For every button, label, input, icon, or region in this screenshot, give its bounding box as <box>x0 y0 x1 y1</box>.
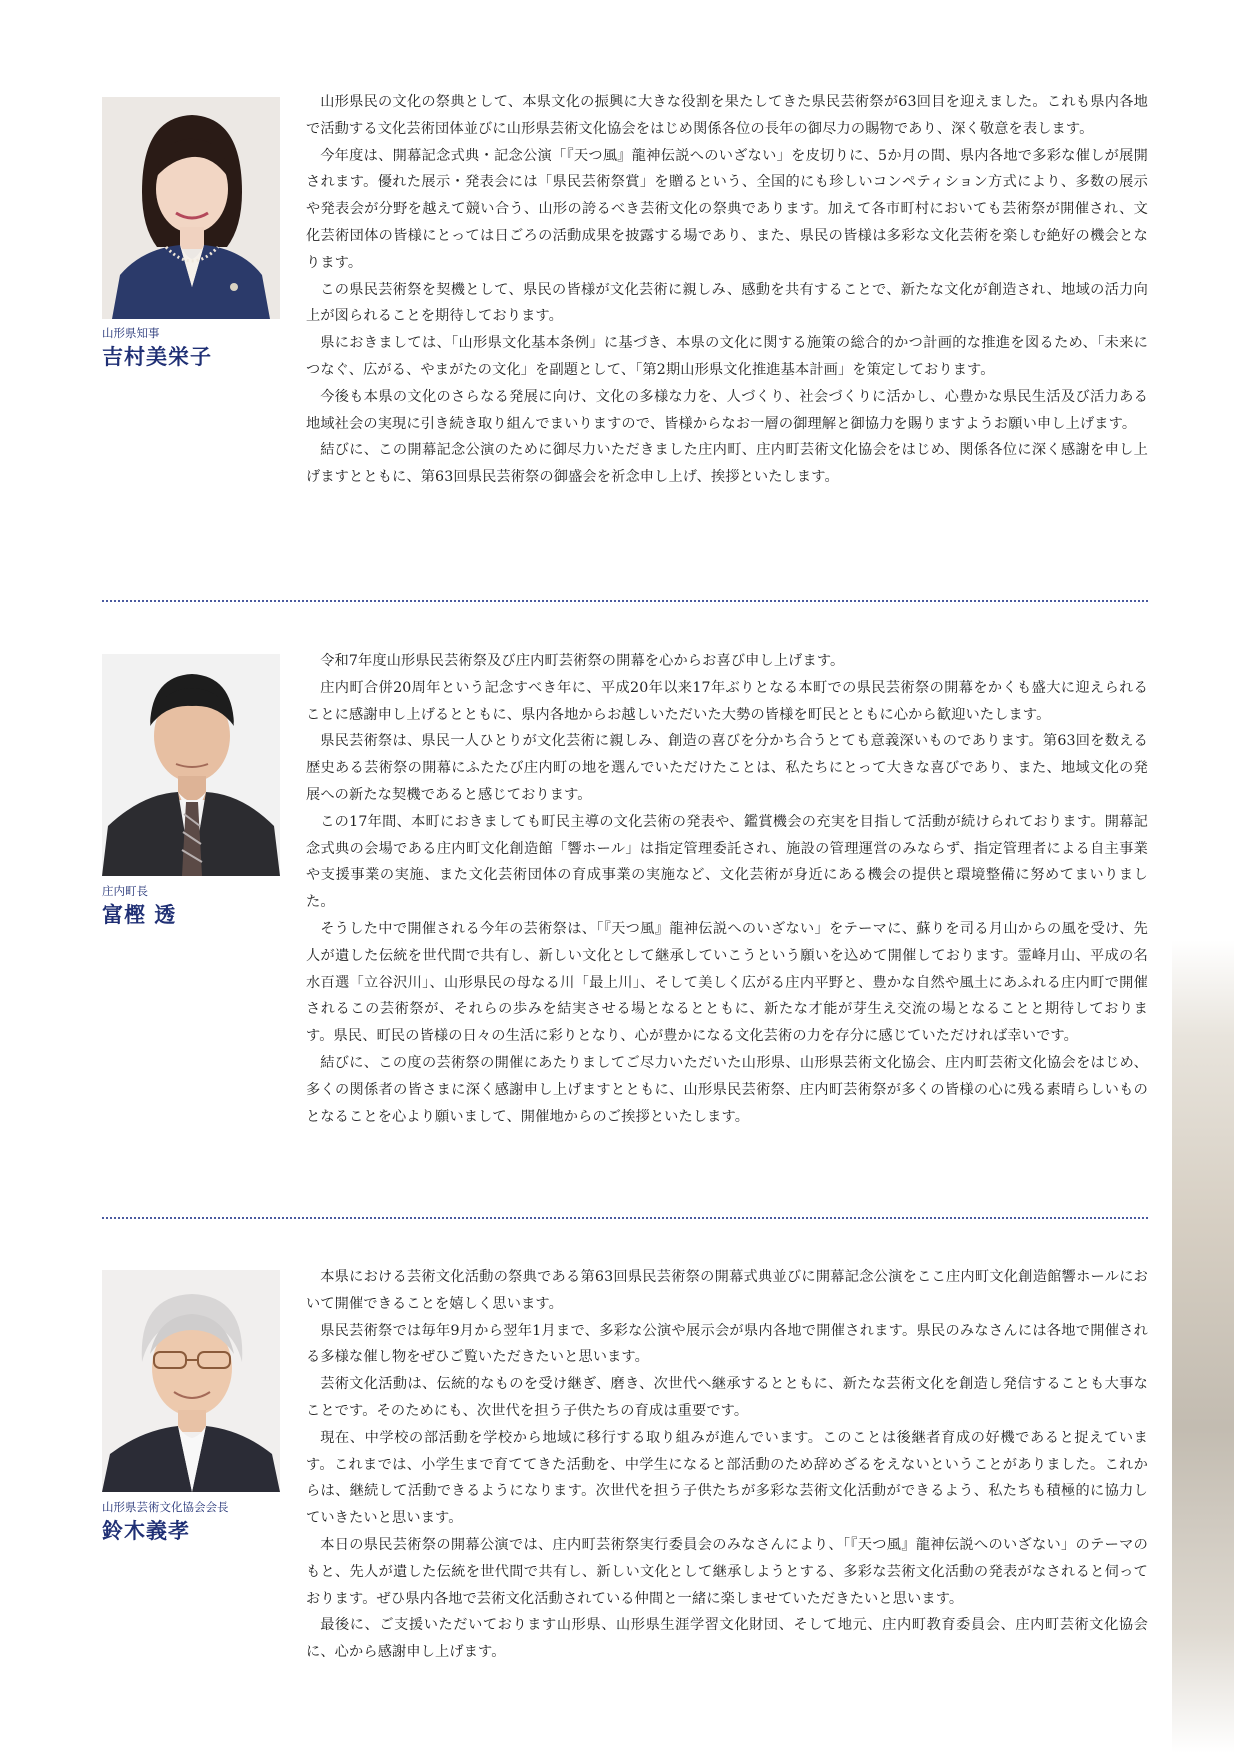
message-paragraph: この県民芸術祭を契機として、県民の皆様が文化芸術に親しみ、感動を共有することで、新たな文化が創造され、地域の活力向上が図られることを期待しております。 <box>306 281 1148 325</box>
message-paragraph: 県民芸術祭では毎年9月から翌年1月まで、多彩な公演や展示会が県内各地で開催されます。県民のみなさんには各地で開催される多様な催し物をぜひご覧いただきたいと思います。 <box>306 1322 1148 1366</box>
speaker-name: 吉村美栄子 <box>102 344 212 369</box>
portrait-man-icon <box>102 654 280 876</box>
decorative-side-image <box>1172 940 1234 1753</box>
section-divider <box>102 600 1148 602</box>
message-body <box>306 648 1148 1130</box>
message-paragraph: 結びに、この度の芸術祭の開催にあたりましてご尽力いただいた山形県、山形県芸術文化協会、庄内町芸術文化協会をはじめ、多くの関係者の皆さまに深く感謝申し上げますとともに、山形県民芸術祭、庄内町芸術祭が多くの皆様の心に残る素晴らしいものとなることを心より願いまして、開催地からのご挨拶といたします。 <box>306 1054 1148 1125</box>
message-body <box>306 89 1148 491</box>
message-paragraph: 結びに、この開幕記念公演のために御尽力いただきました庄内町、庄内町芸術文化協会をはじめ、関係各位に深く感謝を申し上げますとともに、第63回県民芸術祭の御盛会を祈念申し上げ、挨拶といたします。 <box>306 442 1148 486</box>
message-paragraph: 今後も本県の文化のさらなる発展に向け、文化の多様な力を、人づくり、社会づくりに活かし、心豊かな県民生活及び活力ある地域社会の実現に引き続き取り組んでまいりますので、皆様からなお一層の御理解と御協力を賜りますようお願い申し上げます。 <box>306 388 1148 432</box>
message-paragraph: 本県における芸術文化活動の祭典である第63回県民芸術祭の開幕式典並びに開幕記念公演をここ庄内町文化創造館響ホールにおいて開催できることを嬉しく思います。 <box>306 1269 1148 1312</box>
message-paragraph: 県におきましては、「山形県文化基本条例」に基づき、本県の文化に関する施策の総合的かつ計画的な推進を図るため、「未来につなぐ、広がる、やまがたの文化」を副題として、「第2期山形県文化推進基本計画」を策定しております。 <box>306 335 1148 378</box>
message-paragraph: 最後に、ご支援いただいております山形県、山形県生涯学習文化財団、そして地元、庄内町教育委員会、庄内町芸術文化協会に、心から感謝申し上げます。 <box>306 1617 1148 1661</box>
message-paragraph: 今年度は、開幕記念式典・記念公演「『天つ風』龍神伝説へのいざない」を皮切りに、5か月の間、県内各地で多彩な催しが展開されます。優れた展示・発表会には「県民芸術祭賞」を贈るという、全国的にも珍しいコンペティション方式により、多数の展示や発表会が分野を越えて競い合う、山形の誇るべき芸術文化の祭典であります。加えて各市町村においても芸術祭が開催され、文化芸術団体の皆様にとっては日ごろの活動成果を披露する場であり、また、県民の皆様は多彩な文化芸術を楽しむ絶好の機会となります。 <box>306 147 1148 271</box>
message-paragraph: この17年間、本町におきましても町民主導の文化芸術の発表や、鑑賞機会の充実を目指して活動が続けられております。開幕記念式典の会場である庄内町文化創造館「響ホール」は指定管理委託され、施設の管理運営のみならず、指定管理者による自主事業や支援事業の実施、また文化芸術団体の育成事業の実施など、文化芸術が身近にある機会の提供と環境整備に努めてまいりました。 <box>306 813 1148 911</box>
message-paragraph: 本日の県民芸術祭の開幕公演では、庄内町芸術祭実行委員会のみなさんにより、「『天つ風』龍神伝説へのいざない」のテーマのもと、先人が遺した伝統を世代間で共有し、新しい文化として継承しようとする、多彩な芸術文化活動の発表がなされると伺っております。ぜひ県内各地で芸術文化活動されている仲間と一緒に楽しませていただきたいと思います。 <box>306 1536 1148 1607</box>
message-paragraph: 令和7年度山形県民芸術祭及び庄内町芸術祭の開幕を心からお喜び申し上げます。 <box>320 653 845 669</box>
message-body <box>306 1264 1148 1666</box>
speaker-name: 富樫 透 <box>102 902 177 927</box>
message-paragraph: 現在、中学校の部活動を学校から地域に移行する取り組みが進んでいます。このことは後継者育成の好機であると捉えています。これまでは、小学生まで育ててきた活動を、中学生になると部活動のため辞めざるをえないということがありました。これからは、継続して活動できるようになります。次世代を担う子供たちが多彩な芸術文化活動ができるよう、私たちも積極的に協力していきたいと思います。 <box>306 1429 1148 1527</box>
portrait-elder-man-icon <box>102 1270 280 1492</box>
speaker-role: 山形県知事 <box>102 326 160 340</box>
message-paragraph: 山形県民の文化の祭典として、本県文化の振興に大きな役割を果たしてきた県民芸術祭が63回目を迎えました。これも県内各地で活動する文化芸術団体並びに山形県芸術文化協会をはじめ関係各位の長年の御尽力の賜物であり、深く敬意を表します。 <box>306 94 1148 137</box>
message-paragraph: そうした中で開催される今年の芸術祭は、「『天つ風』龍神伝説へのいざない」をテーマに、蘇りを司る月山からの風を受け、先人が遺した伝統を世代間で共有し、新しい文化として継承していこうという願いを込めて開催しております。霊峰月山、平成の名水百選「立谷沢川」、山形県民の母なる川「最上川」、そして美しく広がる庄内平野と、豊かな自然や風土にあふれる庄内町で開催されるこの芸術祭が、それらの歩みを結実させる場となるとともに、新たな才能が芽生え交流の場となることと期待しております。県民、町民の皆様の日々の生活に彩りとなり、心が豊かになる文化芸術の力を存分に感じていただければ幸いです。 <box>306 920 1148 1045</box>
section-divider <box>102 1217 1148 1219</box>
speaker-role: 山形県芸術文化協会会長 <box>102 1500 229 1514</box>
speaker-role: 庄内町長 <box>102 884 148 898</box>
speaker-name: 鈴木義孝 <box>102 1518 190 1543</box>
message-paragraph: 県民芸術祭は、県民一人ひとりが文化芸術に親しみ、創造の喜びを分かち合うとても意義深いものであります。第63回を数える歴史ある芸術祭の開幕にふたたび庄内町の地を選んでいただけたことは、私たちにとって大きな喜びであり、また、地域文化の発展への新たな契機であると感じております。 <box>306 733 1148 803</box>
message-paragraph: 庄内町合併20周年という記念すべき年に、平成20年以来17年ぶりとなる本町での県民芸術祭の開幕をかくも盛大に迎えられることに感謝申し上げるとともに、県内各地からお越しいただいた大勢の皆様を町民とともに心から歓迎いたします。 <box>306 679 1148 723</box>
portrait-woman-icon <box>102 97 280 319</box>
message-paragraph: 芸術文化活動は、伝統的なものを受け継ぎ、磨き、次世代へ継承するとともに、新たな芸術文化を創造し発信することも大事なことです。そのためにも、次世代を担う子供たちの育成は重要です。 <box>306 1376 1148 1419</box>
